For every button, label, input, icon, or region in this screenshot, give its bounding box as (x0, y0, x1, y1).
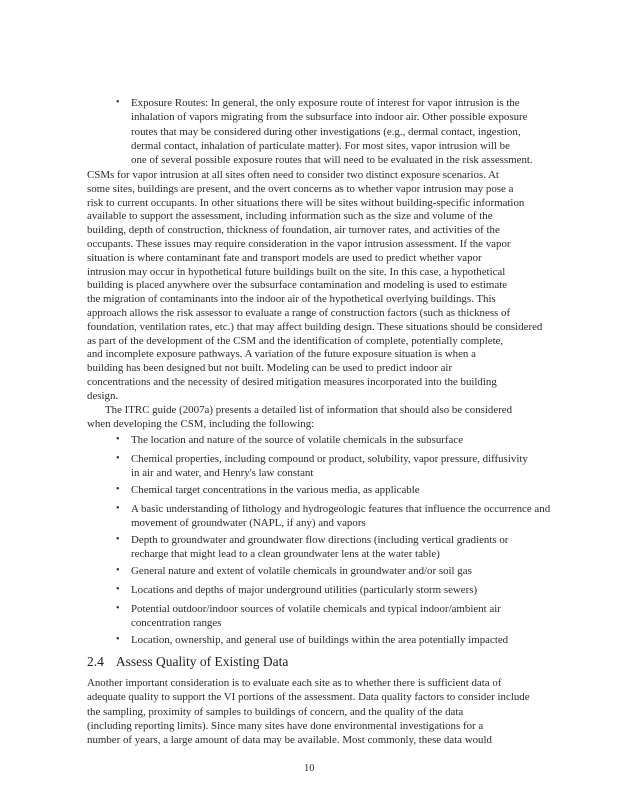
bullet-icon: • (116, 434, 120, 445)
paragraph-line: some sites, buildings are present, and the overt concerns as to whether vapor intrusion may pose a (87, 182, 514, 195)
paragraph-line: and incomplete exposure pathways. A variation of the future exposure situation is when a (87, 348, 476, 361)
list-item-line: General nature and extent of volatile chemicals in groundwater and/or soil gas (131, 565, 472, 577)
paragraph-line: intrusion may occur in hypothetical future buildings built on the site. In this case, a hypothetical (87, 265, 506, 278)
list-item-line: Potential outdoor/indoor sources of volatile chemicals and typical indoor/ambient air (131, 603, 501, 615)
list-item-line: A basic understanding of lithology and hydrogeologic features that influence the occurrence and (131, 503, 551, 515)
paragraph-line: CSMs for vapor intrusion at all sites often need to consider two distinct exposure scenarios. At (87, 169, 499, 181)
bullet-text-line: Exposure Routes: In general, the only exposure route of interest for vapor intrusion is the (131, 97, 520, 109)
paragraph-line: situation is where contaminant fate and transport models are used to predict whether vapor (87, 251, 482, 264)
paragraph-line: Another important consideration is to evaluate each site as to whether there is sufficient data of (87, 677, 502, 689)
list-item-line: Chemical target concentrations in the various media, as applicable (131, 484, 420, 496)
paragraph-line: building has been designed but not built. Modeling can be used to predict indoor air (87, 362, 453, 375)
bullet-text-line: routes that may be considered during other investigations (e.g., dermal contact, ingestion, (131, 125, 521, 138)
paragraph-line: as part of the development of the CSM and the identification of complete, potentially complete, (87, 334, 504, 347)
bullet-icon: • (116, 634, 120, 645)
paragraph-line: The ITRC guide (2007a) presents a detailed list of information that should also be considered (105, 404, 513, 416)
list-item-line: recharge that might lead to a clean groundwater lens at the water table) (131, 548, 440, 560)
list-item-line: Depth to groundwater and groundwater flow directions (including vertical gradients or (131, 534, 509, 546)
bullet-text-line: inhalation of vapors migrating from the subsurface into indoor air. Other possible exposure (131, 111, 528, 124)
paragraph-line: occupants. These issues may require consideration in the vapor intrusion assessment. If the vapor (87, 238, 511, 250)
page-number: 10 (304, 763, 315, 774)
bullet-icon: • (116, 584, 120, 595)
paragraph-line: the migration of contaminants into the indoor air of the hypothetical overlying buildings. This (87, 293, 496, 306)
list-item-line: Location, ownership, and general use of buildings within the area potentially impacted (131, 634, 509, 646)
bullet-icon: • (116, 453, 120, 464)
section-heading (87, 654, 288, 670)
bullet-icon: • (116, 565, 120, 576)
bullet-icon: • (116, 603, 120, 614)
bullet-icon: • (116, 534, 120, 545)
paragraph-line: risk to current occupants. In other situations there will be sites without building-specific information (87, 196, 525, 209)
paragraph-line: available to support the assessment, including information such as the size and volume of the (87, 210, 493, 223)
paragraph-line: concentrations and the necessity of desired mitigation measures incorporated into the building (87, 376, 497, 388)
list-item-line: concentration ranges (131, 617, 222, 629)
paragraph-line: foundation, ventilation rates, etc.) that may affect building design. These situations should be considered (87, 320, 543, 333)
list-item-line: Locations and depths of major underground utilities (particularly storm sewers) (131, 584, 478, 596)
list-item-line: The location and nature of the source of volatile chemicals in the subsurface (131, 434, 464, 446)
paragraph-line: approach allows the risk assessor to evaluate a range of construction factors (such as thickness of (87, 307, 511, 319)
bullet-text-line: dermal contact, inhalation of particulate matter). For most sites, vapor intrusion will be (131, 139, 510, 152)
bullet-icon: • (116, 97, 120, 108)
paragraph-line: adequate quality to support the VI portions of the assessment. Data quality factors to consider include (87, 691, 530, 704)
list-item-line: movement of groundwater (NAPL, if any) and vapors (131, 517, 366, 529)
paragraph-line: design. (87, 389, 119, 402)
paragraph-line: building is placed anywhere over the subsurface contamination and modeling is used to estimate (87, 279, 508, 292)
paragraph-line: when developing the CSM, including the following: (87, 418, 315, 430)
paragraph-line: (including reporting limits). Since many sites have done environmental investigations for a (87, 719, 484, 732)
bullet-icon: • (116, 484, 120, 495)
list-item-line: in air and water, and Henry's law constant (131, 467, 314, 479)
paragraph-line: number of years, a large amount of data may be available. Most commonly, these data would (87, 734, 492, 747)
bullet-text-line: one of several possible exposure routes that will need to be evaluated in the risk assessment. (131, 154, 533, 167)
list-item-line: Chemical properties, including compound or product, solubility, vapor pressure, diffusivity (131, 453, 528, 465)
section-title: Assess Quality of Existing Data (115, 654, 289, 669)
bullet-icon: • (116, 503, 120, 514)
paragraph-line: the sampling, proximity of samples to buildings of concern, and the quality of the data (87, 705, 464, 718)
paragraph-line: building, depth of construction, thickness of foundation, air turnover rates, and activities of the (87, 224, 500, 237)
section-number: 2.4 (87, 654, 104, 669)
